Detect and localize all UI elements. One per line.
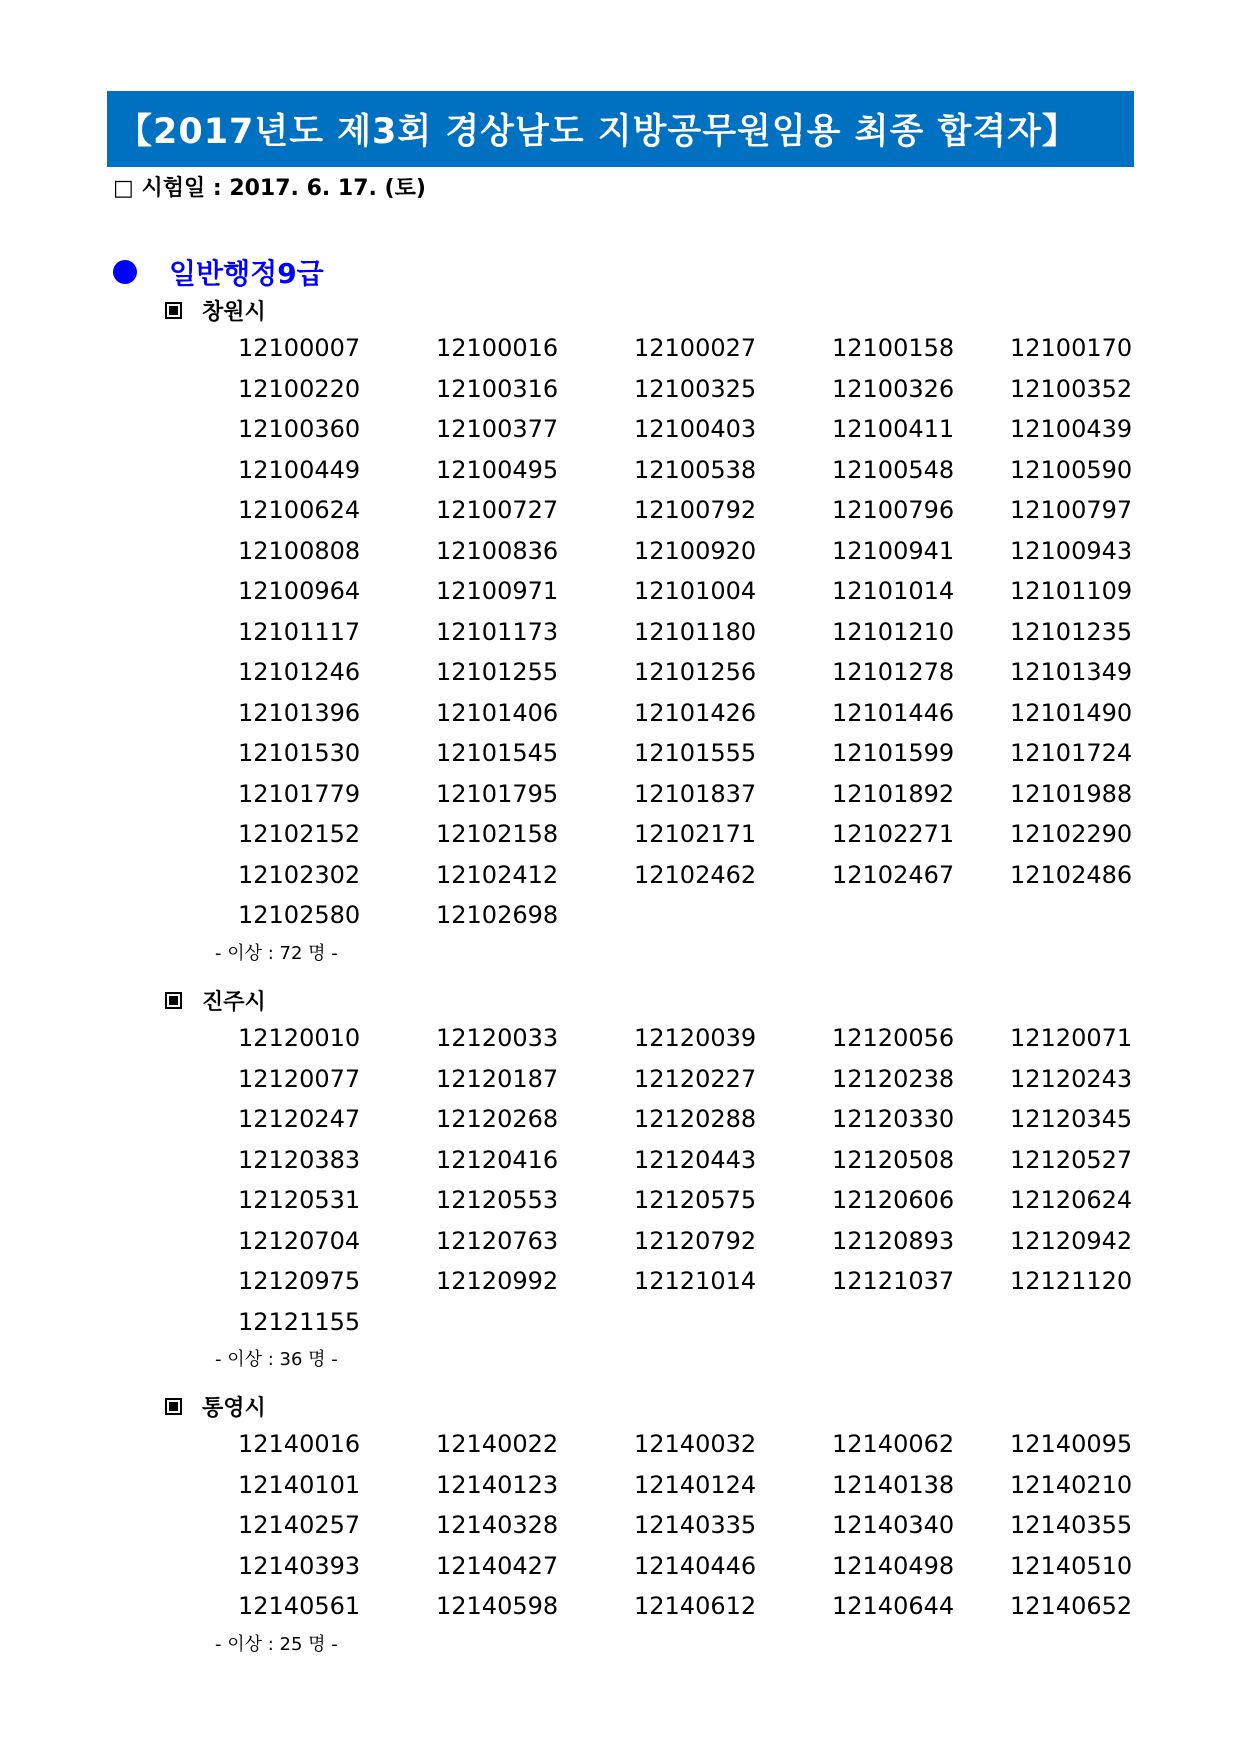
exam-number: 12120624	[1010, 1186, 1133, 1214]
exam-number: 12120268	[436, 1105, 559, 1133]
exam-number: 12101599	[832, 739, 955, 767]
exam-number: 12120039	[634, 1024, 757, 1052]
exam-number: 12121014	[634, 1267, 757, 1295]
exam-number: 12101235	[1010, 617, 1133, 646]
exam-number: 12101724	[1010, 739, 1133, 767]
exam-number: 12101256	[634, 658, 757, 686]
exam-number: 12100941	[832, 536, 955, 565]
section-heading	[113, 252, 324, 292]
exam-number: 12140138	[832, 1470, 955, 1499]
exam-number: 12120893	[832, 1226, 955, 1255]
exam-number: 12102171	[634, 820, 757, 848]
exam-number: 12120383	[238, 1145, 361, 1174]
exam-number: 12100325	[634, 374, 757, 403]
exam-number: 12120792	[634, 1226, 757, 1255]
exam-number: 12120288	[634, 1105, 757, 1133]
exam-number: 12100943	[1010, 536, 1133, 565]
exam-number: 12121155	[238, 1307, 361, 1336]
exam-number: 12100727	[436, 496, 559, 524]
exam-number: 12100964	[238, 577, 361, 605]
exam-number: 12140257	[238, 1511, 361, 1539]
exam-number: 12121037	[832, 1267, 955, 1295]
exam-number: 12100449	[238, 455, 361, 484]
exam-number: 12120238	[832, 1064, 955, 1093]
exam-number: 12100352	[1010, 374, 1133, 403]
square-bullet-icon	[165, 1398, 182, 1415]
exam-number: 12101545	[436, 739, 559, 767]
exam-number: 12100796	[832, 496, 955, 524]
exam-number: 12140652	[1010, 1592, 1133, 1620]
exam-number: 12120942	[1010, 1226, 1133, 1255]
section-title: 일반행정9급	[169, 257, 324, 290]
exam-number: 12100792	[634, 496, 757, 524]
exam-number: 12120975	[238, 1267, 361, 1295]
exam-number: 12120416	[436, 1145, 559, 1174]
exam-number: 12140446	[634, 1551, 757, 1580]
exam-number: 12120992	[436, 1267, 559, 1295]
exam-number: 12140124	[634, 1470, 757, 1499]
exam-number: 12101988	[1010, 779, 1133, 808]
exam-number: 12100411	[832, 415, 955, 443]
exam-number: 12140016	[238, 1430, 361, 1458]
exam-number: 12100548	[832, 455, 955, 484]
exam-number: 12100920	[634, 536, 757, 565]
exam-number: 12100360	[238, 415, 361, 443]
exam-number: 12101892	[832, 779, 955, 808]
exam-date: □ 시험일 : 2017. 6. 17. (토)	[113, 176, 426, 201]
page-title: 【2017년도 제3회 경상남도 지방공무원임용 최종 합격자】	[107, 91, 1134, 167]
exam-number: 12101255	[436, 658, 559, 686]
exam-number: 12100016	[436, 334, 559, 362]
exam-number: 12120575	[634, 1186, 757, 1214]
exam-number: 12120443	[634, 1145, 757, 1174]
region-heading	[165, 1388, 266, 1424]
region-heading	[165, 292, 266, 328]
exam-number: 12100316	[436, 374, 559, 403]
exam-number: 12101349	[1010, 658, 1133, 686]
exam-number: 12140062	[832, 1430, 955, 1458]
exam-number: 12140210	[1010, 1470, 1133, 1499]
exam-number: 12101396	[238, 698, 361, 727]
exam-number: 12120704	[238, 1226, 361, 1255]
exam-number: 12101490	[1010, 698, 1133, 727]
exam-number: 12120033	[436, 1024, 559, 1052]
exam-number: 12101180	[634, 617, 757, 646]
exam-number: 12140340	[832, 1511, 955, 1539]
exam-number: 12101014	[832, 577, 955, 605]
exam-number: 12101246	[238, 658, 361, 686]
exam-number: 12140644	[832, 1592, 955, 1620]
exam-number: 12100538	[634, 455, 757, 484]
count-label: - 이상 : 72 명 -	[215, 942, 338, 964]
exam-number: 12101004	[634, 577, 757, 605]
region-name: 진주시	[202, 989, 266, 1015]
exam-number: 12102158	[436, 820, 559, 848]
exam-number: 12100220	[238, 374, 361, 403]
exam-number: 12101210	[832, 617, 955, 646]
exam-number: 12140335	[634, 1511, 757, 1539]
exam-number: 12140123	[436, 1470, 559, 1499]
region-name: 통영시	[202, 1395, 266, 1421]
count-label: - 이상 : 36 명 -	[215, 1349, 338, 1370]
exam-number: 12101109	[1010, 577, 1133, 605]
exam-number: 12140498	[832, 1551, 955, 1580]
exam-number: 12140612	[634, 1592, 757, 1620]
exam-number: 12140032	[634, 1430, 757, 1458]
exam-number: 12120763	[436, 1226, 559, 1255]
exam-number: 12102271	[832, 820, 955, 848]
exam-number: 12101446	[832, 698, 955, 727]
exam-number: 12102462	[634, 860, 757, 889]
square-bullet-icon	[165, 302, 182, 319]
exam-number: 12102467	[832, 860, 955, 889]
exam-number: 12120527	[1010, 1145, 1133, 1174]
exam-number: 12100808	[238, 536, 361, 565]
exam-number: 12101555	[634, 739, 757, 767]
exam-number: 12100797	[1010, 496, 1133, 524]
exam-number: 12100007	[238, 334, 361, 362]
exam-number: 12100170	[1010, 334, 1133, 362]
exam-number: 12101530	[238, 739, 361, 767]
exam-number: 12120010	[238, 1024, 361, 1052]
region-heading	[165, 982, 266, 1018]
exam-number: 12101406	[436, 698, 559, 727]
bullet-icon	[113, 260, 137, 284]
exam-number: 12102412	[436, 860, 559, 889]
exam-number: 12100971	[436, 577, 559, 605]
exam-number: 12140598	[436, 1592, 559, 1620]
exam-number: 12140101	[238, 1470, 361, 1499]
exam-number: 12102698	[436, 901, 559, 929]
exam-number: 12100326	[832, 374, 955, 403]
exam-number: 12120553	[436, 1186, 559, 1214]
exam-number: 12101278	[832, 658, 955, 686]
square-bullet-icon	[165, 992, 182, 1009]
region-name: 창원시	[202, 299, 266, 325]
exam-number: 12102486	[1010, 860, 1133, 889]
exam-number: 12120606	[832, 1186, 955, 1214]
exam-number: 12140561	[238, 1592, 361, 1620]
exam-number: 12140022	[436, 1430, 559, 1458]
exam-number: 12102580	[238, 901, 361, 929]
exam-number: 12100403	[634, 415, 757, 443]
exam-number: 12120345	[1010, 1105, 1133, 1133]
exam-number: 12140427	[436, 1551, 559, 1580]
exam-number: 12120508	[832, 1145, 955, 1174]
exam-number: 12101426	[634, 698, 757, 727]
exam-number: 12140095	[1010, 1430, 1133, 1458]
exam-number: 12100495	[436, 455, 559, 484]
count-label: - 이상 : 25 명 -	[215, 1633, 338, 1655]
exam-number: 12140510	[1010, 1551, 1133, 1580]
exam-number: 12120071	[1010, 1024, 1133, 1052]
exam-number: 12100590	[1010, 455, 1133, 484]
exam-number: 12140328	[436, 1511, 559, 1539]
exam-number: 12102302	[238, 860, 361, 889]
exam-number: 12100836	[436, 536, 559, 565]
exam-number: 12100377	[436, 415, 559, 443]
exam-number: 12121120	[1010, 1267, 1133, 1295]
exam-number: 12120187	[436, 1064, 559, 1093]
exam-number: 12100027	[634, 334, 757, 362]
exam-number: 12102290	[1010, 820, 1133, 848]
exam-number: 12140355	[1010, 1511, 1133, 1539]
exam-number: 12100439	[1010, 415, 1133, 443]
exam-number: 12120330	[832, 1105, 955, 1133]
exam-number: 12101795	[436, 779, 559, 808]
exam-number: 12101779	[238, 779, 361, 808]
exam-number: 12120247	[238, 1105, 361, 1133]
exam-number: 12101173	[436, 617, 559, 646]
exam-number: 12100158	[832, 334, 955, 362]
exam-number: 12120077	[238, 1064, 361, 1093]
exam-number: 12120056	[832, 1024, 955, 1052]
exam-number: 12120243	[1010, 1064, 1133, 1093]
exam-number: 12120227	[634, 1064, 757, 1093]
exam-number: 12102152	[238, 820, 361, 848]
exam-number: 12101117	[238, 617, 361, 646]
exam-number: 12101837	[634, 779, 757, 808]
exam-number: 12140393	[238, 1551, 361, 1580]
exam-number: 12120531	[238, 1186, 361, 1214]
exam-number: 12100624	[238, 496, 361, 524]
